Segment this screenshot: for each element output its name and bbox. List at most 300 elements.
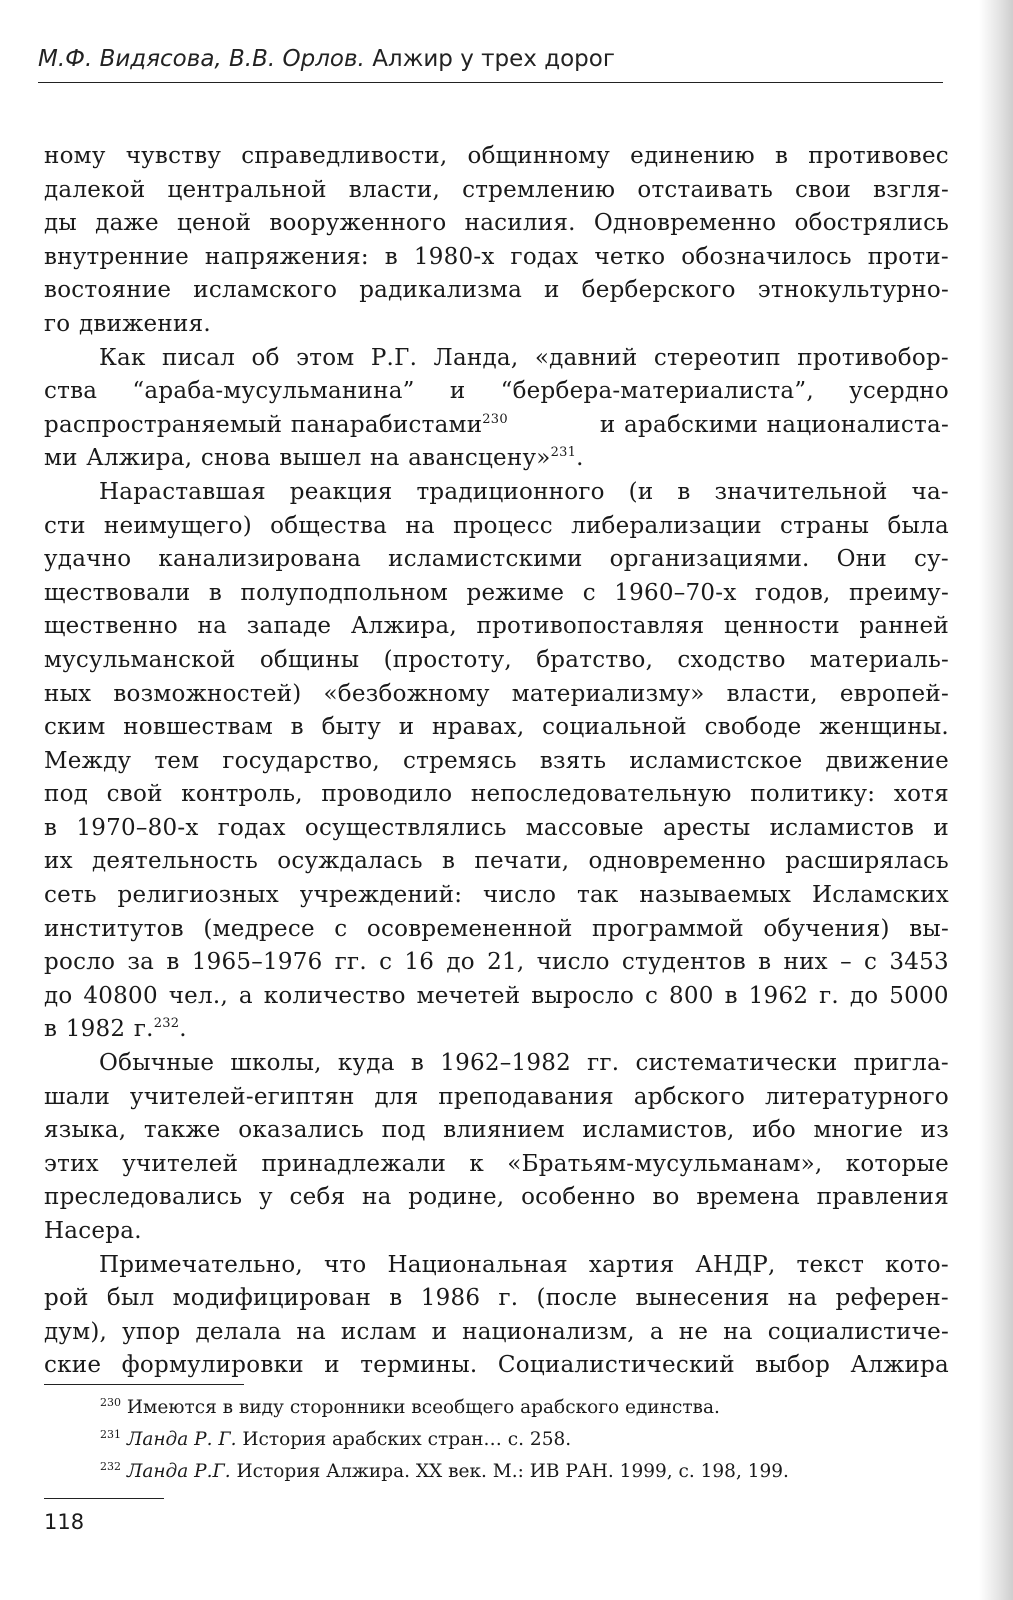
word: стереотип [653,344,781,371]
word: Исламских [811,882,949,909]
word: и [449,378,466,405]
word: 1980-х [413,243,495,270]
word: формулировки [121,1352,304,1379]
text-line [44,913,949,947]
text-line [44,845,949,879]
word: Как [99,344,146,371]
footnote-231 [100,1424,950,1456]
word: была [887,512,949,539]
word: реакция [289,478,393,505]
word: общества [270,512,388,539]
text-line [44,745,949,779]
word: исламистов [769,814,915,841]
text-line [44,1081,949,1115]
word: годах [510,243,579,270]
text-line [44,207,949,241]
word: хотя [893,781,949,808]
text-line [99,1249,949,1283]
text-line [44,140,949,174]
word: преподавания [438,1083,614,1110]
word: и [544,277,560,304]
word: тем [154,747,200,774]
word: годах [217,814,286,841]
word: модифицирован [172,1285,372,1312]
word: куда [337,1050,395,1077]
footnote-text: Имеются в виду сторонники всеобщего арабского единства. [126,1397,720,1418]
word: 1986 [420,1285,481,1312]
word: на [787,1285,818,1312]
word: этих [44,1150,99,1177]
word: свой [106,781,163,808]
text-line [44,879,949,913]
word: учителей [122,1150,239,1177]
word: обучения) [763,915,890,942]
text-segment: и арабскими националиста- [599,411,949,438]
footnote-number: 232 [100,1460,121,1473]
word: их [44,848,73,875]
text-line [44,1114,949,1148]
word: религиозных [117,882,279,909]
word: движение [825,747,949,774]
word: братство, [536,646,654,673]
word: арбского [633,1083,746,1110]
word: контроль, [181,781,303,808]
word: к [469,1150,484,1177]
word: годов, [754,579,831,606]
word: исламистскими [388,546,583,573]
word: осовремененной [366,915,573,942]
word: на [723,1318,753,1345]
word: ценой [177,210,252,237]
word: Примечательно, [99,1251,303,1278]
word: свои [795,176,852,203]
footnote-text: История Алжира. XX век. М.: ИВ РАН. 1999, с. 198, 199. [236,1461,789,1482]
running-head-authors: М.Ф. Видясова, В.В. Орлов. [38,46,365,72]
header-rule [38,82,943,83]
word: исламистское [629,747,803,774]
footnote-number: 231 [100,1428,121,1441]
word: влиянием [443,1117,565,1144]
word: щественно [44,613,178,640]
footnote-230 [100,1392,950,1424]
page-edge-shadow [979,0,1013,1600]
word: деятельность [92,848,259,875]
page-number: 118 [44,1510,85,1534]
word: текст [796,1251,865,1278]
word: взять [539,747,607,774]
text-segment: в 1982 г. [44,1016,154,1043]
word: число [483,882,557,909]
word: АНДР, [695,1251,776,1278]
word: либерализации [571,512,762,539]
word: Алжира, [350,613,457,640]
word: учителей-египтян [129,1083,355,1110]
word: выбор [755,1352,831,1379]
word: у [258,1184,273,1211]
word: в [724,982,738,1009]
text-segment: . [179,1016,187,1043]
word: неимущего) [103,512,252,539]
footnote-author: Ланда Р.Г. [126,1461,231,1482]
text-segment: . [576,445,584,472]
word: под [44,781,89,808]
word: и [431,1318,448,1345]
running-head [38,44,943,74]
word: 40800 [83,982,158,1009]
word: на [296,1318,326,1345]
word: институтов [44,915,184,942]
word: ства [44,378,98,405]
text-line [44,375,949,409]
word: сходство [677,646,786,673]
word: непоследовательную [470,781,732,808]
text-line [44,678,949,712]
footnote-rule [44,1384,244,1385]
word: вооруженного [269,210,447,237]
word: (простоту, [383,646,512,673]
word: не [678,1318,709,1345]
word: новшествам [123,714,273,741]
word: значительной [714,478,888,505]
word: женщины. [819,714,949,741]
word: себя [289,1184,346,1211]
word: чел., [168,982,229,1009]
word: организациями. [609,546,810,573]
text-line [44,1316,949,1350]
word: далекой [44,176,146,203]
text-segment: ми Алжира, снова вышел на авансцену» [44,445,551,472]
word: 16 [404,949,435,976]
word: свободе [704,714,802,741]
word: преследовались [44,1184,243,1211]
word: (и [628,478,654,505]
text-line [44,442,949,476]
word: отстаивать [637,176,773,203]
word: систематически [635,1050,838,1077]
word: г. [819,982,839,1009]
word: Национальная [387,1251,568,1278]
word: Социалистический [497,1352,735,1379]
word: Нараставшая [99,478,266,505]
word: что [323,1251,367,1278]
word: в [290,714,304,741]
word: студентов [621,949,746,976]
footnote-number: 230 [100,1396,121,1409]
page-number-rule [44,1498,164,1499]
word: и [933,814,949,841]
word: до [849,982,879,1009]
word: государство, [222,747,380,774]
text-line [44,711,949,745]
running-head-title: Алжир у трех дорог [372,46,615,72]
word: на [197,613,228,640]
footnote-author: Ланда Р. Г. [126,1429,237,1450]
word: до [446,949,475,976]
word: пригла- [853,1050,949,1077]
word: ские [44,1352,102,1379]
text-line [44,1148,949,1182]
word: которые [845,1150,949,1177]
word: называемых [639,882,792,909]
text-line [99,476,949,510]
word: так [576,882,619,909]
word: родине, [408,1184,505,1211]
footnotes [100,1392,950,1488]
word: единению [630,143,755,169]
text-line [44,510,949,544]
word: в [44,814,58,841]
text-line [44,1349,949,1383]
word: «давний [534,344,638,371]
text-line: Насера. [44,1218,142,1244]
word: писал [162,344,236,371]
word: сти [44,512,86,539]
word: в [410,1050,425,1077]
word: материализму» [511,680,705,707]
word: четко [594,243,666,270]
word: и [324,1352,340,1379]
word: чувству [125,143,222,169]
word: этнокультурно- [757,277,949,304]
footnote-ref[interactable]: 231 [550,445,577,461]
word: литературного [764,1083,949,1110]
word: с [334,915,348,942]
word: с [864,949,878,976]
word: вы- [909,915,949,942]
word: 3453 [889,949,949,976]
word: гг. [334,949,367,976]
word: делала [195,1318,282,1345]
word: канализирована [158,546,362,573]
word: обозначилось [681,243,852,270]
text-line [44,946,949,980]
word: рой [44,1285,89,1312]
word: насилия. [464,210,576,237]
footnote-232 [100,1456,950,1488]
word: с [379,949,393,976]
word: вынесения [635,1285,770,1312]
text-line [44,1013,949,1047]
word: возможностей) [113,680,302,707]
word: 1970–80-х [76,814,199,841]
text-line [44,409,949,443]
word: обострялись [794,210,949,237]
text-line: го движения. [44,310,211,337]
word: многие [813,1117,904,1144]
word: осуществлялись [304,814,507,841]
word: внутренние [44,243,189,270]
text-line [44,174,949,208]
word: – [840,949,852,976]
word: хартия [588,1251,675,1278]
word: на [405,512,435,539]
word: в [389,1285,403,1312]
word: мусульманской [44,646,236,673]
word: ценности [723,613,840,640]
word: су- [914,546,949,573]
word: стремлению [462,176,616,203]
word: принадлежали [261,1150,447,1177]
word: ществовали [44,579,191,606]
text-line [44,610,949,644]
word: них [783,949,828,976]
text-line [44,778,949,812]
word: референ- [835,1285,949,1312]
word: Обычные [99,1050,215,1077]
word: напряжения: [204,243,369,270]
word: из [920,1117,949,1144]
word: за [127,949,155,976]
footnote-ref[interactable]: 230 [482,411,508,427]
word: противобор- [797,344,949,371]
word: (после [536,1285,618,1312]
word: количество [263,982,406,1009]
word: выросло [531,982,635,1009]
word: в [384,243,398,270]
word: мечетей [416,982,521,1009]
word: особенно [521,1184,636,1211]
text-line [99,342,949,376]
word: преиму- [849,579,949,606]
footnote-ref[interactable]: 232 [153,1016,180,1032]
word: противовес [808,143,949,169]
text-line [44,812,949,846]
word: “араба-мусульманина” [132,378,415,405]
word: (медресе [203,915,315,942]
word: режиме [466,579,565,606]
word: Одновременно [593,210,777,237]
word: в [441,848,456,875]
word: удачно [44,546,132,573]
word: ранней [859,613,949,640]
text-line [44,1282,949,1316]
word: ским [44,714,106,741]
word: в [166,949,180,976]
word: программой [592,915,744,942]
word: общины [259,646,360,673]
word: Между [44,747,132,774]
word: власти, [726,680,818,707]
word: процесс [453,512,553,539]
text-segment: распространяемый панарабистами [44,411,483,438]
main-text [44,140,949,1383]
word: усердно [849,378,949,405]
text-line [44,274,949,308]
word: учреждений: [299,882,463,909]
word: ча- [911,478,949,505]
word: ды [44,210,77,237]
word: социальной [542,714,687,741]
word: справедливости, [241,143,448,169]
word: «Братьям-мусульманам», [507,1150,823,1177]
word: оказались [238,1117,365,1144]
word: массовые [525,814,644,841]
word: и [398,714,415,741]
word: для [374,1083,419,1110]
word: на [362,1184,392,1211]
word: европей- [839,680,949,707]
word: нравах, [432,714,525,741]
word: исламистов, [582,1117,735,1144]
word: 1962–1982 [440,1050,572,1077]
word: западе [246,613,332,640]
word: страны [780,512,870,539]
word: 21, [487,949,525,976]
word: Алжира [850,1352,949,1379]
word: 800 [669,982,714,1009]
word: ислам [340,1318,417,1345]
word: во [652,1184,680,1211]
word: аресты [662,814,751,841]
word: общинному [467,143,611,169]
footnote-text: История арабских стран… с. 258. [242,1429,572,1450]
word: противопоставляя [476,613,705,640]
word: был [106,1285,155,1312]
word: а [649,1318,664,1345]
word: взгля- [873,176,949,203]
word: этом [296,344,355,371]
word: расширялась [785,848,949,875]
word: власти, [348,176,441,203]
word: ному [44,143,106,169]
word: “бербера-материалиста”, [500,378,814,405]
word: с [582,579,596,606]
word: в [208,579,223,606]
word: ных [44,680,92,707]
word: под [381,1117,426,1144]
word: ибо [752,1117,796,1144]
word: в [774,143,789,169]
word: 1962 [748,982,809,1009]
word: традиционного [416,478,605,505]
word: Ланда, [433,344,519,371]
word: гг. [587,1050,620,1077]
text-line [44,1181,949,1215]
word: стремясь [403,747,517,774]
word: дум), [44,1318,108,1345]
word: правления [816,1184,949,1211]
word: 5000 [889,982,949,1009]
text-line [44,241,949,275]
word: берберского [581,277,736,304]
text-line [44,543,949,577]
word: полуподпольном [240,579,449,606]
word: осуждалась [277,848,423,875]
word: в [677,478,691,505]
word: 1965–1976 [191,949,323,976]
word: даже [95,210,159,237]
word: проти- [867,243,949,270]
word: времена [696,1184,800,1211]
word: Р.Г. [370,344,418,371]
word: национализм, [462,1318,635,1345]
word: упор [122,1318,181,1345]
word: одновременно [588,848,767,875]
word: шали [44,1083,111,1110]
word: сеть [44,882,97,909]
word: в [758,949,772,976]
word: проводило [321,781,453,808]
word: востояние [44,277,172,304]
word: печати, [474,848,570,875]
word: также [143,1117,221,1144]
word: до [44,982,73,1009]
word: Они [836,546,887,573]
word: социалистиче- [767,1318,949,1345]
text-line [44,644,949,678]
word: с [645,982,659,1009]
word: быту [321,714,381,741]
